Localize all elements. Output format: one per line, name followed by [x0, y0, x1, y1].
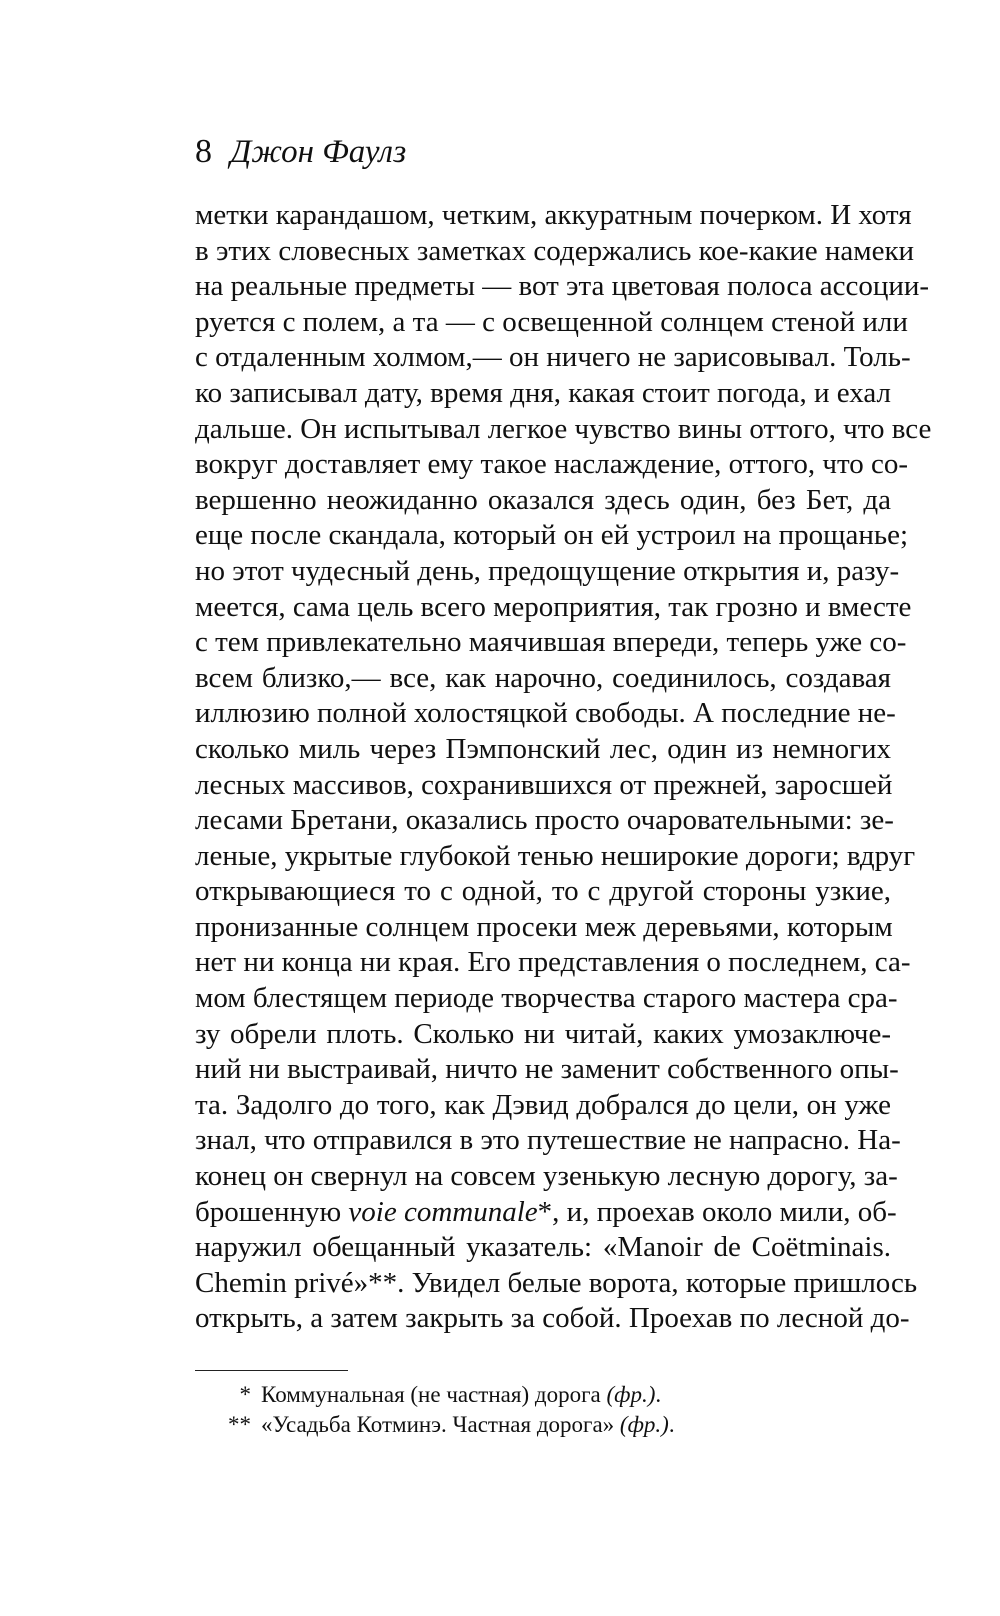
text-line: пронизанные солнцем просеки меж деревьями, которым	[195, 910, 893, 943]
text-line: в этих словесных заметках содержались кое-какие намеки	[195, 234, 915, 267]
text-line: на реальные предметы — вот эта цветовая полоса ассоции-	[195, 270, 930, 303]
text-line: та. Задолго до того, как Дэвид добрался до цели, он уже	[195, 1088, 891, 1121]
text-line: но этот чудесный день, предощущение открытия и, разу-	[195, 554, 900, 587]
text-line: руется с полем, а та — с освещенной солнцем стеной или	[195, 305, 908, 338]
text-line: нет ни конца ни края. Его представления о последнем, са-	[195, 946, 911, 979]
footnote-rule	[195, 1370, 348, 1371]
footnote-lang: (фр.)	[619, 1412, 669, 1437]
text-line: дальше. Он испытывал легкое чувство вины оттого, что все	[195, 412, 932, 445]
footnote	[195, 1380, 891, 1410]
footnote-end: .	[655, 1382, 662, 1407]
text-line: ко записывал дату, время дня, какая стоит погода, и ехал	[195, 376, 891, 409]
page-number: 8	[195, 133, 212, 170]
footnote	[195, 1410, 891, 1440]
footnote-text: Коммунальная (не частная) дорога	[261, 1382, 607, 1407]
text-line: иллюзию полной холостяцкой свободы. А последние не-	[195, 697, 896, 730]
text-line: еще после скандала, который он ей устроил на прощанье;	[195, 519, 909, 552]
text-line: вокруг доставляет ему такое наслаждение, оттого, что со-	[195, 448, 909, 481]
italic-phrase: voie communale	[348, 1195, 538, 1228]
text-line: зу обрели плоть. Сколько ни читай, каких умозаключе-	[195, 1017, 891, 1050]
text-line: сколько миль через Пэмпонский лес, один из немногих	[195, 732, 891, 765]
body-text	[195, 198, 932, 1337]
text-line: меется, сама цель всего мероприятия, так грозно и вместе	[195, 590, 912, 623]
text-line: открыть, а затем закрыть за собой. Проехав по лесной до-	[195, 1302, 910, 1335]
text-line: с отдаленным холмом,— он ничего не зарисовывал. Толь-	[195, 341, 911, 374]
text-line: леные, укрытые глубокой тенью неширокие дороги; вдруг	[195, 839, 916, 872]
text-line: всем близко,— все, как нарочно, соединилось, создавая	[195, 661, 891, 694]
text-line: ний ни выстраивай, ничто не заменит собственного опы-	[195, 1053, 899, 1086]
text-line: лесных массивов, сохранившихся от прежней, заросшей	[195, 768, 893, 801]
text-segment: брошенную	[195, 1195, 349, 1228]
footnote-lang: (фр.)	[606, 1382, 656, 1407]
footnote-end: .	[668, 1412, 675, 1437]
text-line: наружил обещанный указатель: «Manoir de Coëtminais.	[195, 1231, 891, 1264]
footnotes	[195, 1380, 891, 1440]
text-line: лесами Бретани, оказались просто очаровательными: зе-	[195, 804, 894, 837]
footnote-text: «Усадьба Котминэ. Частная дорога»	[261, 1412, 620, 1437]
text-segment: *, и, проехав около мили, об-	[537, 1195, 897, 1228]
text-line: мом блестящем периоде творчества старого мастера сра-	[195, 982, 898, 1015]
text-line: Chemin privé»**. Увидел белые ворота, которые пришлось	[195, 1266, 918, 1299]
text-line: с тем привлекательно маячившая впереди, теперь уже со-	[195, 626, 907, 659]
text-line: вершенно неожиданно оказался здесь один, без Бет, да	[195, 483, 891, 516]
footnote-mark: *	[239, 1382, 251, 1407]
author-name: Джон Фаулз	[230, 134, 407, 170]
running-head	[195, 132, 406, 172]
text-line: метки карандашом, четким, аккуратным почерком. И хотя	[195, 199, 912, 231]
footnote-mark: **	[228, 1412, 251, 1437]
text-line-with-italic	[195, 1195, 897, 1231]
text-line: знал, что отправился в это путешествие не напрасно. На-	[195, 1124, 901, 1157]
text-line: конец он свернул на совсем узенькую лесную дорогу, за-	[195, 1160, 898, 1193]
text-line: открывающиеся то с одной, то с другой стороны узкие,	[195, 875, 891, 908]
